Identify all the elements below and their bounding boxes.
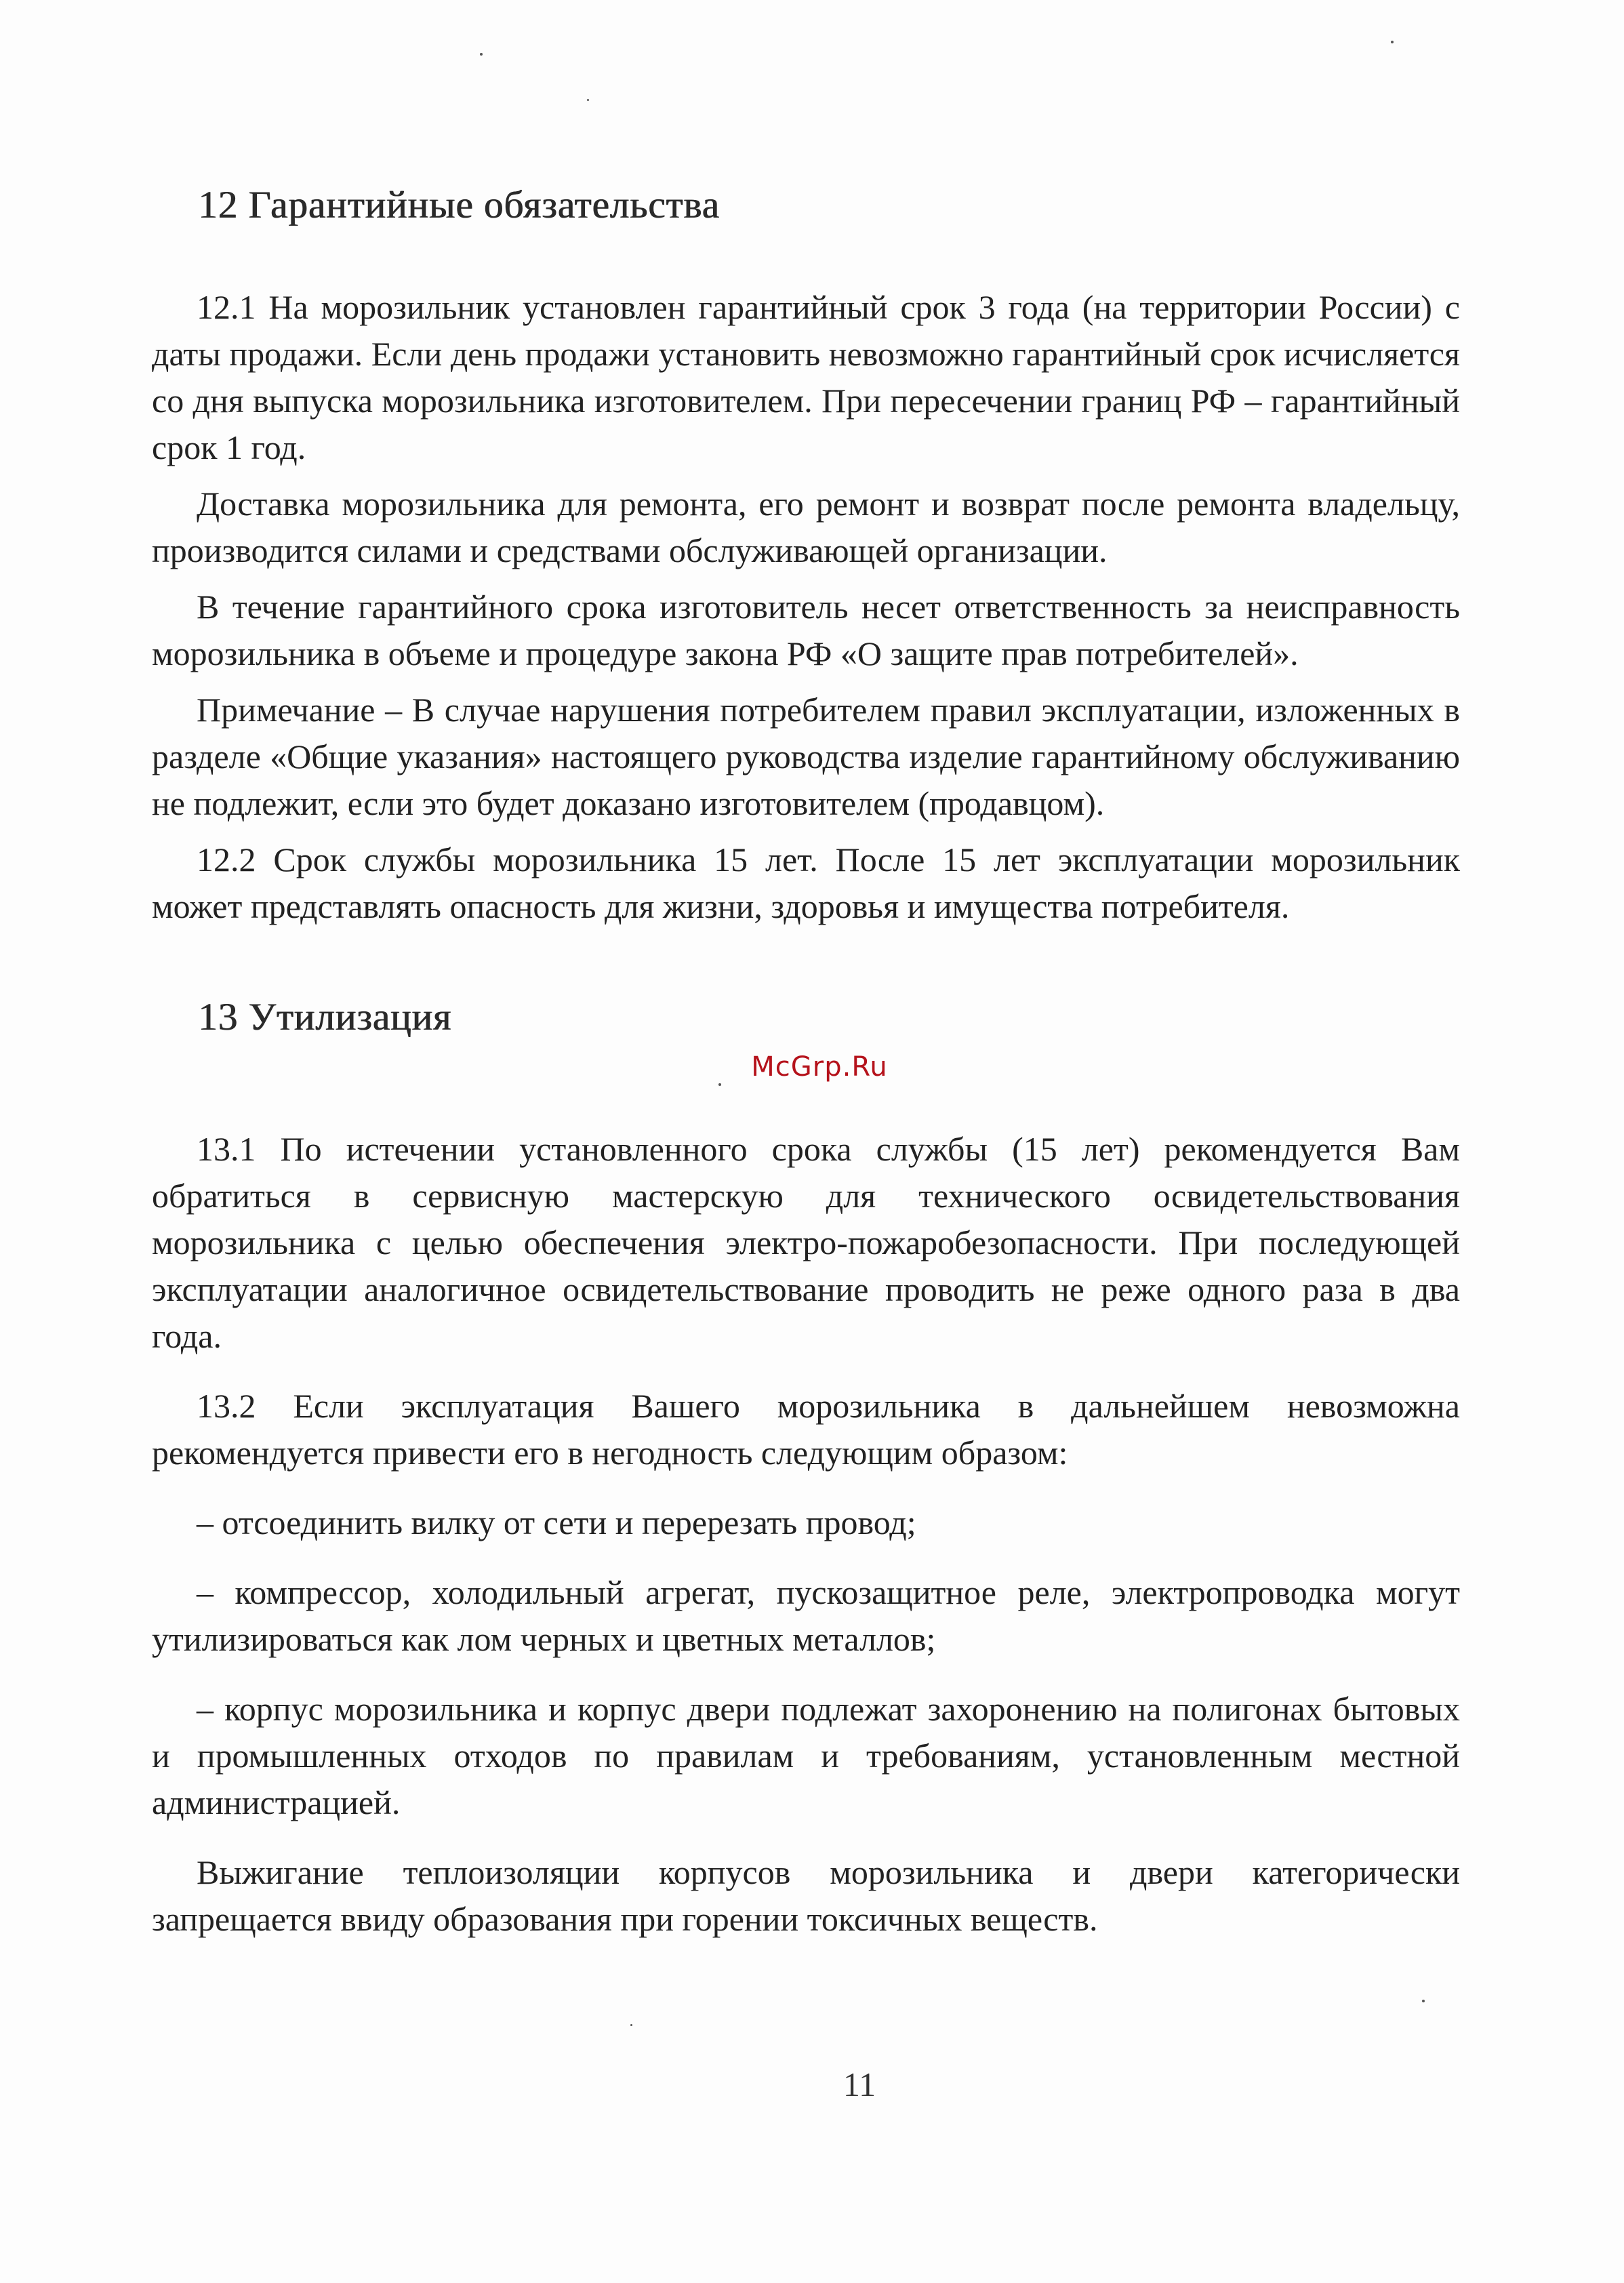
scan-speck: [1391, 41, 1394, 43]
section-disposal: [152, 995, 1460, 1943]
document-content: [152, 183, 1460, 1943]
scan-speck: [1422, 2000, 1425, 2002]
section-warranty: [152, 183, 1460, 930]
paragraph-delivery: Доставка морозильника для ремонта, его ремонт и возврат после ремонта владельцу, производится силами и средствами обслуживающей организации.: [152, 485, 1460, 569]
paragraph-13-1: 13.1 По истечении установленного срока службы (15 лет) рекомендуется Вам обратиться в сервисную мастерскую для технического освидетельствования морозильника с целью обеспечения электро-пожаробезопасности. При последующей эксплуатации аналогичное освидетельствование проводить не реже одного раза в два года.: [152, 1130, 1460, 1355]
section-12-heading: 12 Гарантийные обязательства: [198, 184, 720, 226]
paragraph-12-2: 12.2 Срок службы морозильника 15 лет. После 15 лет эксплуатации морозильник может представлять опасность для жизни, здоровья и имущества потребителя.: [152, 841, 1460, 925]
paragraph-13-2: 13.2 Если эксплуатация Вашего морозильника в дальнейшем невозможна рекомендуется привести его в негодность следующим образом:: [152, 1387, 1460, 1472]
list-item-compressor: – компрессор, холодильный агрегат, пускозащитное реле, электропроводка могут утилизироваться как лом черных и цветных металлов;: [152, 1573, 1460, 1658]
scan-speck: [630, 2024, 632, 2026]
paragraph-responsibility: В течение гарантийного срока изготовитель несет ответственность за неисправность морозильника в объеме и процедуре закона РФ «О защите прав потребителей».: [152, 588, 1460, 672]
list-item-housing: – корпус морозильника и корпус двери подлежат захоронению на полигонах бытовых и промышленных отходов по правилам и требованиям, установленным местной администрацией.: [152, 1690, 1460, 1821]
paragraph-burning-warning: Выжигание теплоизоляции корпусов морозильника и двери категорически запрещается ввиду образования при горении токсичных веществ.: [152, 1853, 1460, 1938]
watermark-link[interactable]: McGrp.Ru: [751, 1051, 888, 1083]
list-item-unplug: – отсоединить вилку от сети и перерезать провод;: [197, 1503, 916, 1541]
page-number: 11: [843, 2065, 876, 2103]
scan-speck: [480, 53, 483, 56]
scan-speck: [587, 99, 589, 101]
paragraph-note: Примечание – В случае нарушения потребителем правил эксплуатации, изложенных в разделе «Общие указания» настоящего руководства изделие гарантийному обслуживанию не подлежит, если это будет доказано изготовителем (продавцом).: [152, 691, 1460, 822]
paragraph-12-1: 12.1 На морозильник установлен гарантийный срок 3 года (на территории России) с даты продажи. Если день продажи установить невозможно гарантийный срок исчисляется со дня выпуска морозильника изготовителем. При пересечении границ РФ – гарантийный срок 1 год.: [152, 288, 1460, 466]
section-13-heading: 13 Утилизация: [198, 996, 452, 1038]
